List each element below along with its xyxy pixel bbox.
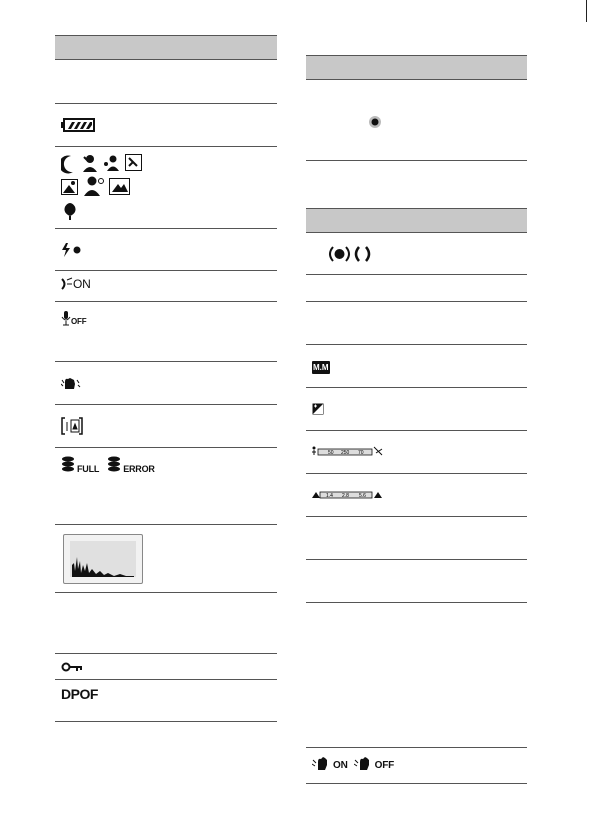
table-row: [306, 345, 527, 388]
focus-searching-icon: [356, 247, 369, 261]
table-row: [306, 431, 527, 474]
aperture-scale-icon: [312, 488, 384, 502]
left-display-table: [55, 35, 277, 722]
meaning-cell: [147, 302, 277, 362]
histogram-icon: [63, 534, 143, 584]
mic-off-label: OFF: [71, 317, 87, 326]
table-row: [306, 748, 527, 784]
table-row: [306, 80, 527, 161]
microphone-off-icon: [61, 310, 71, 326]
header-cell: [397, 209, 527, 233]
icon-cell: [55, 448, 155, 525]
meaning-cell: [147, 405, 277, 448]
metering-mode-badge: M.M: [313, 363, 329, 372]
steadyshot-on-icon: [312, 755, 332, 771]
meaning-cell: [397, 517, 527, 560]
icon-cell: [306, 80, 397, 161]
header-cell: [306, 209, 397, 233]
icon-cell: [306, 388, 397, 431]
meaning-cell: [397, 275, 527, 302]
icon-cell: [306, 431, 397, 474]
table-row: [306, 233, 527, 275]
zoom-tick-3: 70: [358, 450, 364, 457]
table-row: [55, 229, 277, 271]
meaning-cell: [147, 593, 277, 654]
right-bottom-table: [306, 208, 527, 784]
table-row: [55, 302, 277, 362]
af-on-label: ON: [73, 276, 91, 291]
macro-icon: [66, 204, 75, 220]
icon-cell: [55, 680, 147, 722]
exposure-compensation-icon: [312, 403, 324, 415]
table-row: [55, 60, 277, 104]
meaning-cell: [147, 271, 277, 302]
icon-cell: [55, 271, 147, 302]
meaning-cell: [397, 431, 527, 474]
soft-snap-icon: [104, 155, 119, 171]
meaning-cell: [147, 147, 277, 229]
meaning-cell: [397, 233, 527, 275]
table-row: [55, 654, 277, 680]
meaning-cell: [147, 654, 277, 680]
icon-cell: [306, 603, 397, 748]
table-row: [55, 405, 277, 448]
snow-icon: [62, 179, 78, 194]
focus-locked-icon: [330, 247, 349, 261]
face-detection-icon: [61, 417, 83, 435]
meaning-cell: [397, 474, 527, 517]
meaning-cell: [147, 680, 277, 722]
table-row: [306, 474, 527, 517]
table-row: [55, 680, 277, 722]
icon-cell: [306, 233, 397, 275]
icon-cell: [306, 560, 397, 603]
icon-cell: [55, 654, 147, 680]
icon-cell: [55, 60, 147, 104]
steadyshot-off-icon: [354, 755, 374, 771]
table-row: [55, 362, 277, 405]
table-row: [55, 448, 277, 525]
aperture-tick-2: 2.8: [342, 493, 349, 500]
focus-bracket-icons: [306, 243, 397, 265]
meaning-cell: [397, 603, 527, 748]
meaning-cell: [397, 80, 527, 161]
meaning-cell: [397, 748, 527, 784]
protect-key-icon: [61, 662, 83, 672]
table-row: [306, 517, 527, 560]
meaning-cell: [147, 104, 277, 147]
icon-cell: [55, 147, 147, 229]
aperture-tick-3: 5.6: [359, 493, 366, 500]
table-row: [55, 271, 277, 302]
meaning-cell: [147, 525, 277, 593]
icon-cell: [55, 229, 147, 271]
meaning-cell: [397, 388, 527, 431]
dpof-label: DPOF: [61, 686, 98, 702]
table-row: [306, 560, 527, 603]
icon-cell: [306, 345, 397, 388]
icon-cell: [55, 302, 147, 362]
af-illuminator-on-icon: [61, 277, 73, 291]
header-cell: [397, 56, 527, 80]
ae-af-lock-icon: [306, 100, 397, 140]
table-header-row: [306, 209, 527, 233]
right-top-table: [306, 55, 527, 161]
scene-icons-group: [61, 154, 147, 222]
icon-cell: [55, 593, 147, 654]
table-row: [55, 593, 277, 654]
zoom-scale-icon: [312, 445, 384, 459]
meaning-cell: [397, 560, 527, 603]
meaning-cell: [147, 229, 277, 271]
twilight-icon: [61, 155, 73, 173]
table-row: [306, 275, 527, 302]
icon-cell: [306, 748, 397, 784]
memory-error-icon: [107, 456, 121, 474]
landscape-icon: [110, 178, 130, 194]
header-cell: [55, 36, 147, 60]
icon-cell: [306, 302, 397, 345]
icon-cell: [306, 275, 397, 302]
table-row: [306, 603, 527, 748]
zoom-tick-1: 50: [328, 450, 334, 457]
battery-icon: [61, 118, 95, 132]
zoom-tick-2: 250: [341, 450, 350, 457]
meaning-cell: [397, 345, 527, 388]
icon-cell: [55, 525, 147, 593]
memory-full-label: FULL: [77, 464, 100, 474]
table-row: [55, 147, 277, 229]
icon-cell: [55, 362, 147, 405]
icon-cell: [55, 405, 147, 448]
table-row: [306, 388, 527, 431]
memory-full-icon: [61, 456, 75, 474]
icon-cell: [306, 517, 397, 560]
meaning-cell: [147, 448, 277, 525]
table-header-row: [55, 36, 277, 60]
meaning-cell: [397, 302, 527, 345]
beach-icon: [126, 154, 142, 170]
aperture-tick-1: 1.4: [326, 493, 333, 500]
table-row: [55, 525, 277, 593]
memory-error-label: ERROR: [123, 464, 155, 474]
twilight-portrait-icon: [83, 155, 97, 172]
icon-cell: [55, 104, 147, 147]
steadyshot-off-label: OFF: [374, 760, 395, 771]
vibration-warning-icon: [61, 376, 81, 390]
portrait-icon: [84, 176, 104, 196]
header-cell: [306, 56, 397, 80]
icon-cell: [306, 474, 397, 517]
page-edge-line: [586, 0, 587, 22]
table-header-row: [306, 56, 527, 80]
meaning-cell: [147, 362, 277, 405]
meaning-cell: [147, 60, 277, 104]
table-row: [306, 302, 527, 345]
steadyshot-on-label: ON: [333, 760, 348, 771]
header-cell: [147, 36, 277, 60]
table-row: [55, 104, 277, 147]
flash-charging-icon: [61, 242, 85, 258]
